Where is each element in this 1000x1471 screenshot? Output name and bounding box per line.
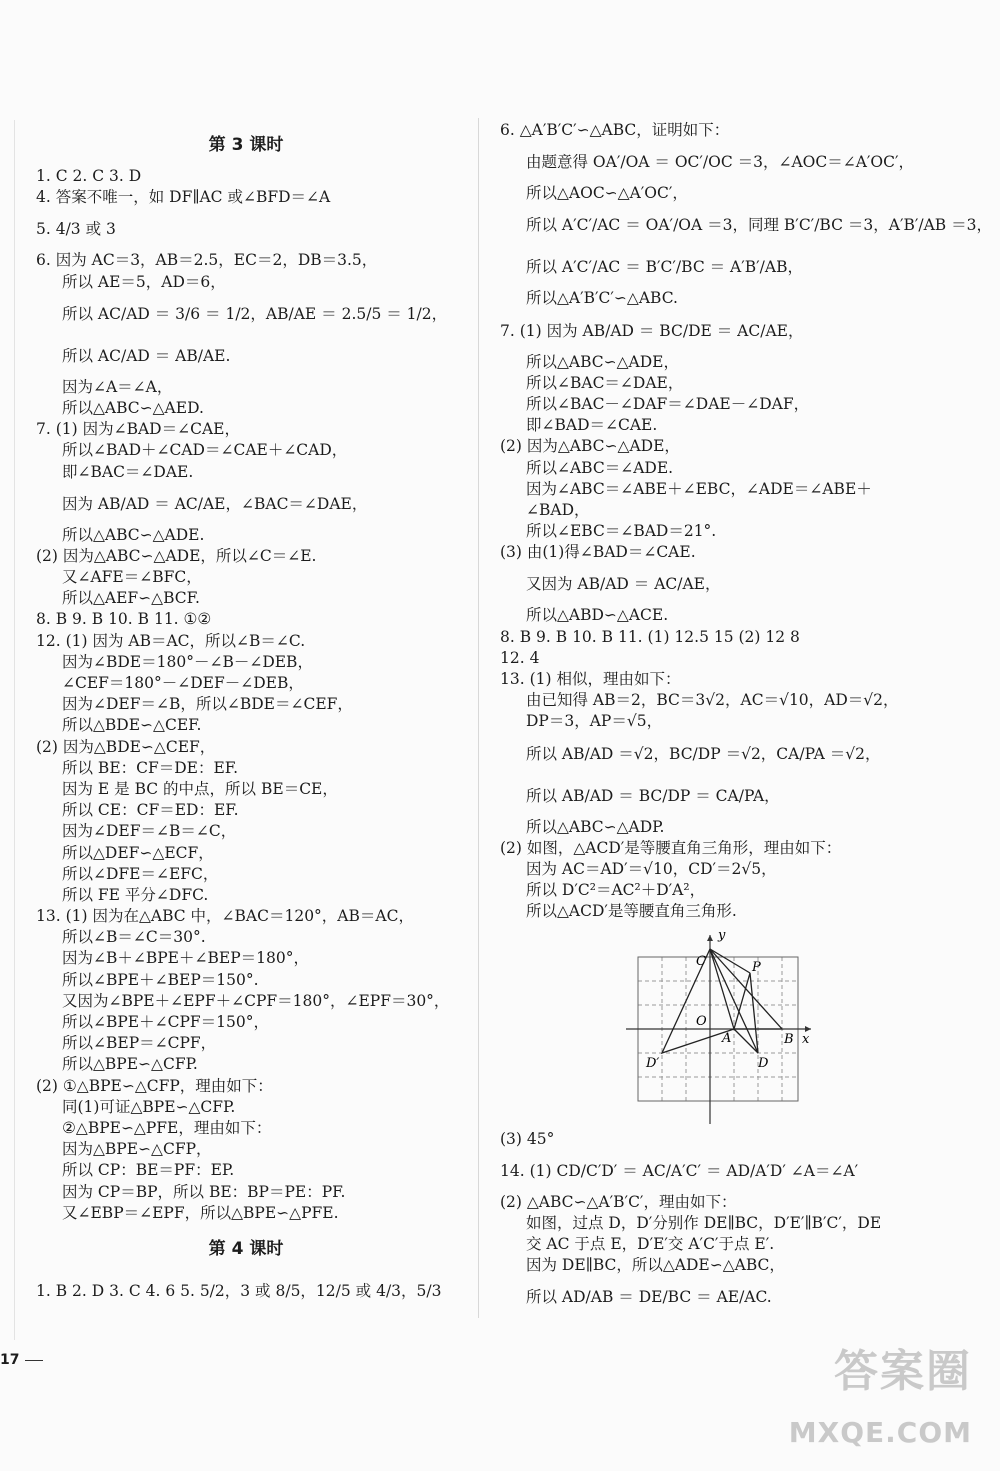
answer-line: (2) 因为△ABC∽△ADE， [500, 437, 680, 456]
right-answer-list-2 [500, 1129, 960, 1319]
answer-line: 1. B 2. D 3. C 4. 6 5. 5/2，3 或 8/5，12/5 或 4/3，5/3 [36, 1281, 442, 1300]
label-p: P [752, 959, 761, 975]
left-answer-list [36, 166, 456, 1224]
answer-line: 所以 A′C′/AC ＝ B′C′/BC ＝ A′B′/AB， [526, 258, 803, 277]
answer-line: 又因为∠BPE＋∠EPF＋∠CPF＝180°，∠EPF＝30°， [62, 991, 450, 1010]
page-number-text: 17 [0, 1352, 20, 1368]
answer-line: 因为△BPE∽△CFP， [62, 1140, 212, 1159]
answer-line: 所以 AB/AD ＝ BC/DP ＝ CA/PA， [526, 786, 780, 805]
answer-line: 同(1)可证△BPE∽△CFP. [62, 1097, 236, 1116]
answer-line: 所以△BDE∽△CEF. [62, 716, 202, 735]
answer-line: 又∠EBP＝∠EPF，所以△BPE∽△PFE. [62, 1203, 339, 1222]
answer-line: 如图，过点 D，D′分别作 DE∥BC，D′E′∥B′C′，DE [526, 1213, 882, 1232]
answer-line: (2) △ABC∽△A′B′C′，理由如下： [500, 1192, 737, 1211]
answer-line: 6. △A′B′C′∽△ABC，证明如下： [500, 121, 730, 139]
answer-line: 12. 4 [500, 648, 540, 667]
answer-line: 所以△AEF∽△BCF. [62, 589, 200, 608]
answer-line: 7. (1) 因为∠BAD＝∠CAE， [36, 420, 240, 439]
answer-line: 14. (1) CD/C′D′ ＝ AC/A′C′ ＝ AD/A′D′ ∠A＝∠A′ [500, 1161, 859, 1180]
answer-line: 因为 DE∥BC，所以△ADE∽△ABC， [526, 1256, 785, 1275]
answer-line: 所以△ABD∽△ACE. [526, 606, 669, 625]
answer-line: 所以 CP：BE＝PF：EP. [62, 1161, 235, 1180]
answer-line: 又∠AFE＝∠BFC， [62, 568, 202, 587]
watermark-logo: 答案圈 [834, 1346, 972, 1397]
answer-line: 又因为 AB/AD ＝ AC/AE， [526, 575, 721, 594]
label-y: y [718, 928, 726, 943]
answer-line: 所以 AD/AB ＝ DE/BC ＝ AE/AC. [526, 1288, 772, 1307]
answer-line: 所以△AOC∽△A′OC′， [526, 184, 688, 203]
label-b: B [784, 1031, 794, 1047]
answer-line: 所以∠ABC＝∠ADE. [526, 458, 674, 477]
watermark [782, 1329, 972, 1449]
column-divider [478, 118, 479, 1318]
label-c: C [696, 953, 706, 969]
label-x: x [802, 1031, 810, 1047]
answer-line: 由题意得 OA′/OA ＝ OC′/OC ＝3，∠AOC＝∠A′OC′， [526, 153, 915, 172]
right-column [500, 120, 992, 1318]
answer-line: 13. (1) 因为在△ABC 中，∠BAC＝120°，AB＝AC， [36, 907, 414, 926]
answer-line: 13. (1) 相似，理由如下： [500, 670, 681, 688]
answer-line: 所以 A′C′/AC ＝ OA′/OA ＝3，同理 B′C′/BC ＝3，A′B′/AB ＝3， [526, 216, 992, 235]
answer-line: 所以∠B＝∠C＝30°. [62, 928, 206, 947]
answer-line: 4. 答案不唯一，如 DF∥AC 或∠BFD＝∠A [36, 188, 331, 207]
answer-line: 所以 FE 平分∠DFC. [62, 885, 209, 904]
answer-line: 交 AC 于点 E，D′E′交 A′C′于点 E′. [526, 1235, 775, 1254]
answer-line: 所以△ABC∽△ADE. [62, 525, 205, 544]
answer-line: 因为 E 是 BC 的中点，所以 BE＝CE， [62, 779, 338, 798]
answer-line: 1. C 2. C 3. D [36, 167, 142, 185]
answer-line: 所以∠BEP＝∠CPF， [62, 1034, 217, 1053]
answer-line: 所以△ABC∽△ADE， [526, 352, 679, 371]
answer-line: 所以△DEF∽△ECF， [62, 843, 214, 862]
label-d: D [758, 1055, 769, 1071]
answer-line: 所以 D′C²＝AC²＋D′A²， [526, 881, 706, 900]
answer-line: 所以∠DFE＝∠EFC， [62, 864, 219, 883]
answer-line: 即∠BAC＝∠DAE. [62, 462, 194, 481]
label-a: A [722, 1030, 732, 1046]
answer-line: 因为∠ABC＝∠ABE＋∠EBC，∠ADE＝∠ABE＋ [526, 479, 872, 498]
answer-line: 所以△BPE∽△CFP. [62, 1055, 198, 1074]
answer-line: 5. 4/3 或 3 [36, 220, 116, 239]
answer-line: 所以∠BAD＋∠CAD＝∠CAE＋∠CAD， [62, 441, 348, 460]
answer-line: 8. B 9. B 10. B 11. ①② [36, 610, 212, 629]
coordinate-figure [626, 929, 816, 1129]
answer-line: (3) 由(1)得∠BAD＝∠CAE. [500, 543, 696, 562]
answer-line: 因为 AB/AD ＝ AC/AE，∠BAC＝∠DAE， [62, 494, 368, 513]
answer-line: 所以△ACD′是等腰直角三角形. [526, 902, 737, 921]
answer-line: (2) 因为△ABC∽△ADE，所以∠C＝∠E. [36, 546, 317, 565]
answer-line: 所以∠EBC＝∠BAD＝21°. [526, 522, 717, 541]
answer-line: 所以 BE：CF＝DE：EF. [62, 758, 239, 777]
answer-line: 所以 AE＝5，AD＝6， [62, 272, 226, 291]
answer-line: (3) 45° [500, 1129, 555, 1148]
answer-line: 6. 因为 AC＝3，AB＝2.5，EC＝2，DB＝3.5， [36, 251, 378, 270]
margin-rule [14, 120, 15, 1340]
answer-line: 所以△A′B′C′∽△ABC. [526, 289, 678, 308]
answer-line: 由已知得 AB＝2，BC＝3√2，AC＝√10，AD＝√2， [526, 691, 899, 710]
answer-line: (2) 如图，△ACD′是等腰直角三角形，理由如下： [500, 838, 842, 857]
answer-line: 因为∠BDE＝180°－∠B－∠DEB， [62, 652, 313, 671]
answer-line: 所以∠BAC－∠DAF＝∠DAE－∠DAF， [526, 394, 810, 413]
left-answer-list-2 [36, 1270, 456, 1312]
answer-line: 所以 AC/AD ＝ 3/6 ＝ 1/2，AB/AE ＝ 2.5/5 ＝ 1/2， [62, 304, 448, 323]
grid-diagram [626, 929, 816, 1129]
answer-line: 因为∠DEF＝∠B＝∠C， [62, 822, 237, 841]
left-column [36, 120, 456, 1312]
answer-line: 因为 CP＝BP，所以 BE：BP＝PE：PF. [62, 1182, 346, 1201]
answer-line: 所以△ABC∽△ADP. [526, 817, 665, 836]
answer-line: ∠BAD， [526, 500, 590, 519]
answer-line: 即∠BAD＝∠CAE. [526, 416, 658, 435]
right-answer-list [500, 120, 992, 923]
answer-line: 7. (1) 因为 AB/AD ＝ BC/DE ＝ AC/AE， [500, 321, 804, 340]
answer-line: DP＝3，AP＝√5， [526, 712, 663, 731]
answer-line: 所以∠BPE＋∠BEP＝150°. [62, 970, 259, 989]
answer-line: (2) 因为△BDE∽△CEF， [36, 737, 216, 756]
answer-line: 因为∠B＋∠BPE＋∠BEP＝180°， [62, 949, 309, 968]
answer-line: 所以 AB/AD ＝√2，BC/DP ＝√2，CA/PA ＝√2， [526, 744, 881, 763]
answer-line: ②△BPE∽△PFE，理由如下： [62, 1118, 272, 1137]
label-d-prime: D′ [646, 1055, 660, 1071]
answer-line: ∠CEF＝180°－∠DEF－∠DEB， [62, 674, 304, 692]
answer-line: 所以 AC/AD ＝ AB/AE. [62, 346, 231, 365]
answer-line: 所以△ABC∽△AED. [62, 398, 204, 417]
section-title: 第 3 课时 [208, 135, 284, 155]
answer-line: 所以∠BAC＝∠DAE， [526, 373, 684, 392]
answer-line: (2) ①△BPE∽△CFP，理由如下： [36, 1076, 273, 1095]
answer-line: 因为 AC＝AD′＝√10，CD′＝2√5， [526, 859, 777, 878]
label-o: O [696, 1013, 707, 1029]
answer-line: 所以∠BPE＋∠CPF＝150°， [62, 1013, 269, 1031]
page-number [0, 1352, 43, 1368]
page-number-dash [25, 1360, 43, 1361]
watermark-url: MXQE.COM [788, 1416, 972, 1449]
answer-line: 因为∠DEF＝∠B，所以∠BDE＝∠CEF， [62, 695, 353, 714]
answer-line: 8. B 9. B 10. B 11. (1) 12.5 15 (2) 12 8 [500, 627, 800, 646]
answer-line: 所以 CE：CF＝ED：EF. [62, 801, 239, 820]
answer-line: 12. (1) 因为 AB＝AC，所以∠B＝∠C. [36, 631, 306, 650]
answer-line: 因为∠A＝∠A， [62, 377, 173, 396]
section-title-2: 第 4 课时 [208, 1238, 284, 1259]
